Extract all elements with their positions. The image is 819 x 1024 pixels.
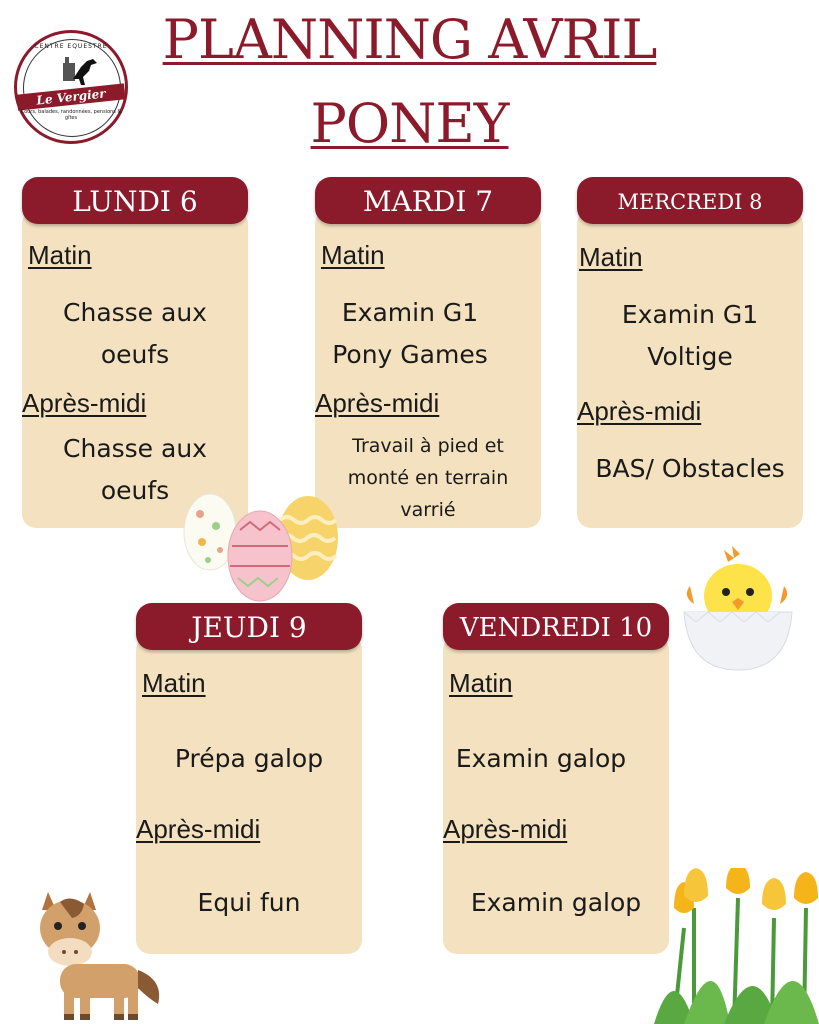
easter-eggs-icon xyxy=(180,486,345,604)
chick-in-egg-icon xyxy=(680,546,795,672)
afternoon-label: Après-midi xyxy=(577,396,702,426)
afternoon-label: Après-midi xyxy=(315,388,440,418)
morning-activity: Chasse aux oeufs xyxy=(63,298,207,369)
day-header-monday: LUNDI 6 xyxy=(22,177,248,224)
afternoon-label: Après-midi xyxy=(443,814,568,844)
horse-logo-icon xyxy=(61,53,101,87)
day-header-tuesday: MARDI 7 xyxy=(315,177,541,224)
pony-icon xyxy=(20,886,170,1022)
morning-activity: Examin galop xyxy=(455,744,627,773)
morning-label: Matin xyxy=(449,668,513,698)
morning-label: Matin xyxy=(142,668,206,698)
tulips-icon xyxy=(654,868,819,1024)
logo xyxy=(14,30,128,144)
day-card-wednesday xyxy=(577,210,803,528)
afternoon-activity: Chasse aux oeufs xyxy=(63,434,207,505)
morning-activity: Examin G1 Voltige xyxy=(621,300,759,371)
afternoon-label: Après-midi xyxy=(136,814,261,844)
morning-label: Matin xyxy=(28,240,92,270)
morning-label: Matin xyxy=(321,240,385,270)
day-card-tuesday xyxy=(315,210,541,528)
morning-activity: Examin G1 Pony Games xyxy=(332,298,488,369)
afternoon-activity: Equi fun xyxy=(197,888,301,917)
afternoon-activity: Examin galop xyxy=(470,888,642,917)
day-card-monday xyxy=(22,210,248,528)
logo-top-text: CENTRE EQUESTRE xyxy=(34,43,108,50)
day-card-friday xyxy=(443,636,669,954)
day-header-thursday: JEUDI 9 xyxy=(136,603,362,650)
morning-activity: Prépa galop xyxy=(174,744,324,773)
afternoon-activity: BAS/ Obstacles xyxy=(595,454,785,483)
morning-label: Matin xyxy=(579,242,643,272)
page-title: PLANNING AVRIL xyxy=(162,8,657,71)
afternoon-activity: Travail à pied et monté en terrain varrié xyxy=(347,435,509,521)
logo-subtext: Cours, balades, randonnées, pensions & gîtes xyxy=(20,109,122,121)
page-subtitle: PONEY xyxy=(310,92,509,155)
day-header-wednesday: MERCREDI 8 xyxy=(577,177,803,224)
afternoon-label: Après-midi xyxy=(22,388,147,418)
logo-name: Le Vergier xyxy=(16,83,125,110)
day-header-friday: VENDREDI 10 xyxy=(443,603,669,650)
